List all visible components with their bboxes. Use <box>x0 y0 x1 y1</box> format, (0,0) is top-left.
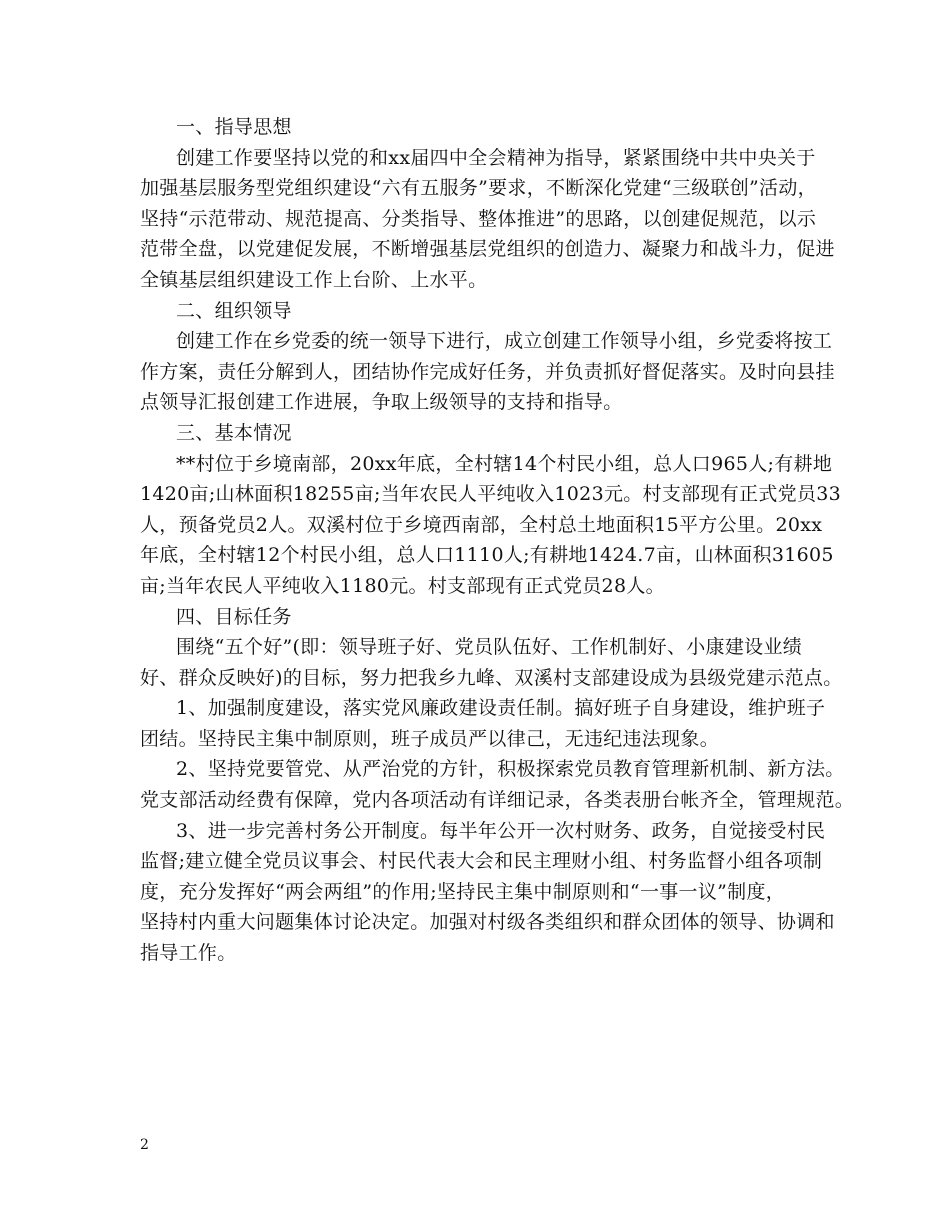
paragraph-line: 3、进一步完善村务公开制度。每半年公开一次村财务、政务，自觉接受村民 <box>176 819 826 842</box>
paragraph-line: 坚持村内重大问题集体讨论决定。加强对村级各类组织和群众团体的领导、协调和 <box>140 911 835 934</box>
section-heading-basic-situation: 三、基本情况 <box>176 421 292 444</box>
paragraph-line: 2、坚持党要管党、从严治党的方针，积极探索党员教育管理新机制、新方法。 <box>176 758 845 781</box>
paragraph-line: **村位于乡境南部，20xx年底，全村辖14个村民小组，总人口965人;有耕地 <box>176 452 833 475</box>
paragraph-line: 指导工作。 <box>140 942 237 965</box>
section-heading-guiding-ideology: 一、指导思想 <box>176 116 292 138</box>
paragraph-line: 1、加强制度建设，落实党风廉政建设责任制。搞好班子自身建设，维护班子 <box>176 697 826 720</box>
paragraph-line: 监督;建立健全党员议事会、村民代表大会和民主理财小组、村务监督小组各项制 <box>140 850 823 873</box>
paragraph-line: 创建工作要坚持以党的和xx届四中全会精神为指导，紧紧围绕中共中央关于 <box>176 146 816 169</box>
paragraph-line: 党支部活动经费有保障，党内各项活动有详细记录，各类表册台帐齐全，管理规范。 <box>140 789 855 812</box>
paragraph-line: 作方案，责任分解到人，团结协作完成好任务，并负责抓好督促落实。及时向县挂 <box>140 360 835 383</box>
paragraph-line: 亩;当年农民人平纯收入1180元。村支部现有正式党员28人。 <box>140 574 665 597</box>
paragraph-line: 人，预备党员2人。双溪村位于乡境西南部，全村总土地面积15平方公里。20xx <box>140 513 823 536</box>
paragraph-line: 加强基层服务型党组织建设“六有五服务”要求，不断深化党建“三级联创”活动， <box>140 177 817 200</box>
paragraph-line: 度，充分发挥好“两会两组”的作用;坚持民主集中制原则和“一事一议”制度， <box>140 880 786 903</box>
section-heading-leadership: 二、组织领导 <box>176 299 292 322</box>
paragraph-line: 1420亩;山林面积18255亩;当年农民人平纯收入1023元。村支部现有正式党员33 <box>140 483 842 506</box>
paragraph-line: 点领导汇报创建工作进展，争取上级领导的支持和指导。 <box>140 391 623 414</box>
document-body <box>140 112 855 969</box>
paragraph-line: 围绕“五个好”(即：领导班子好、党员队伍好、工作机制好、小康建设业绩 <box>176 636 803 659</box>
paragraph-line: 团结。坚持民主集中制原则，班子成员严以律己，无违纪违法现象。 <box>140 727 720 750</box>
paragraph-line: 创建工作在乡党委的统一领导下进行，成立创建工作领导小组，乡党委将按工 <box>176 330 833 353</box>
paragraph-line: 全镇基层组织建设工作上台阶、上水平。 <box>140 268 488 291</box>
paragraph-line: 坚持“示范带动、规范提高、分类指导、整体推进”的思路，以创建促规范，以示 <box>140 207 817 230</box>
page-number: 2 <box>140 1137 149 1153</box>
paragraph-line: 年底，全村辖12个村民小组，总人口1110人;有耕地1424.7亩，山林面积31605 <box>140 544 834 567</box>
section-heading-goals: 四、目标任务 <box>176 605 292 628</box>
paragraph-line: 好、群众反映好)的目标，努力把我乡九峰、双溪村支部建设成为县级党建示范点。 <box>140 666 843 689</box>
paragraph-line: 范带全盘，以党建促发展，不断增强基层党组织的创造力、凝聚力和战斗力，促进 <box>140 238 835 261</box>
